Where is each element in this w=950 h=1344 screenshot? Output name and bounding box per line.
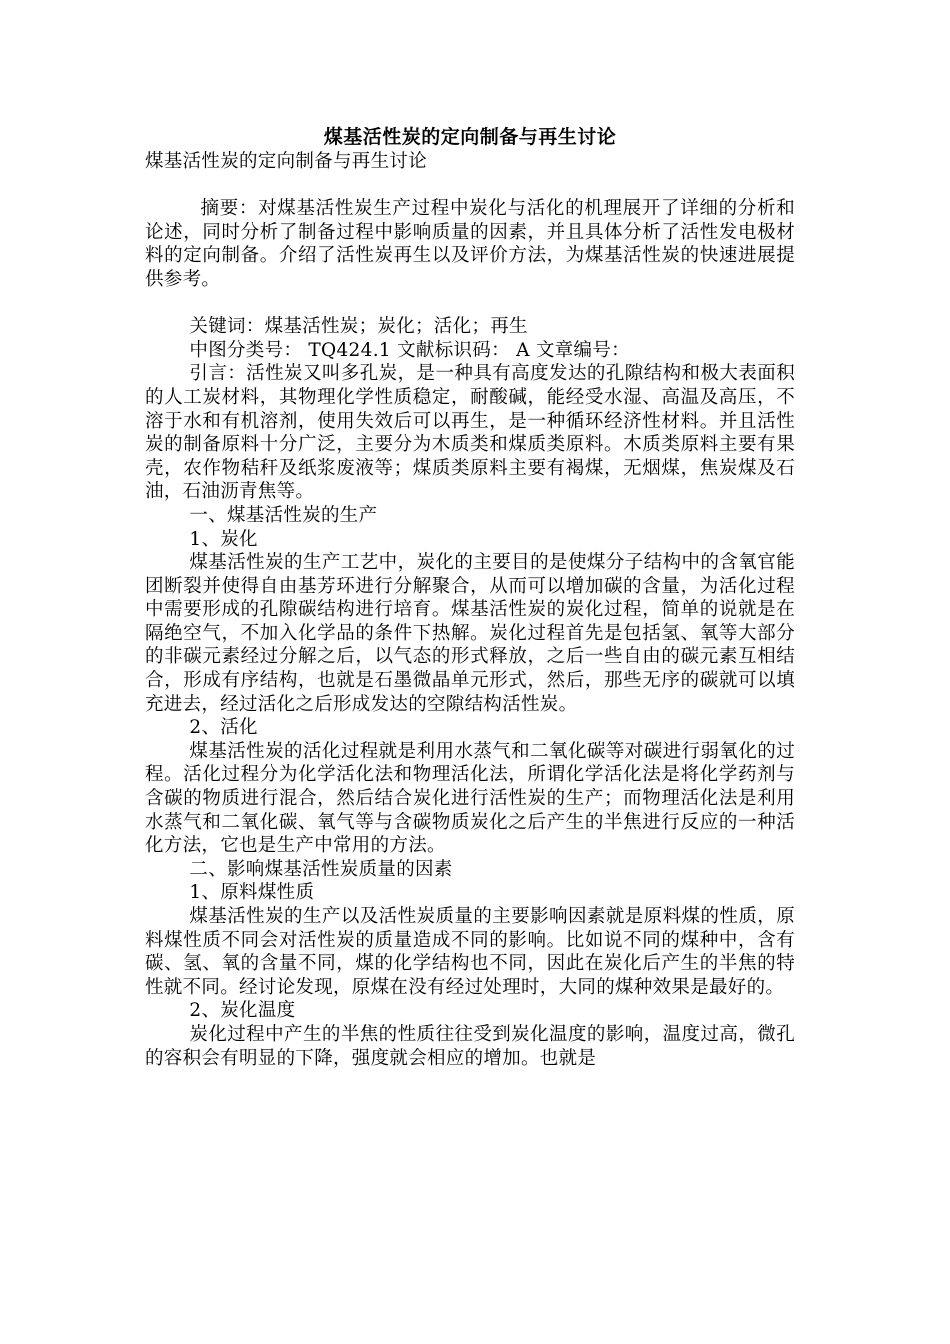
body-paragraph: 炭化过程中产生的半焦的性质往往受到炭化温度的影响，温度过高，微孔的容积会有明显的下降，强度就会相应的增加。也就是 — [145, 1023, 795, 1069]
document-body — [145, 150, 795, 1070]
body-paragraph: 煤基活性炭的生产工艺中，炭化的主要目的是使煤分子结构中的含氧官能团断裂并使得自由基芳环进行分解聚合，从而可以增加碳的含量，为活化过程中需要形成的孔隙碳结构进行培育。煤基活性炭的炭化过程，简单的说就是在隔绝空气，不加入化学品的条件下热解。炭化过程首先是包括氢、氧等大部分的非碳元素经过分解之后，以气态的形式释放，之后一些自由的碳元素互相结合，形成有序结构，也就是石墨微晶单元形式，然后，那些无序的碳就可以填充进去，经过活化之后形成发达的空隙结构活性炭。 — [145, 552, 795, 715]
intro-paragraph: 引言：活性炭又叫多孔炭，是一种具有高度发达的孔隙结构和极大表面积的人工炭材料，其物理化学性质稳定，耐酸碱，能经受水湿、高温及高压，不溶于水和有机溶剂，使用失效后可以再生，是一种循环经济性材料。并且活性炭的制备原料十分广泛，主要分为木质类和煤质类原料。木质类原料主要有果壳，农作物秸秆及纸浆废液等；煤质类原料主要有褐煤，无烟煤，焦炭煤及石油，石油沥青焦等。 — [145, 363, 795, 503]
subsection-heading: 1、炭化 — [189, 528, 258, 550]
subsection-heading: 2、炭化温度 — [189, 1000, 296, 1022]
classification-line: 中图分类号： TQ424.1 文献标识码： A 文章编号： — [189, 339, 630, 361]
document-title: 煤基活性炭的定向制备与再生讨论 — [323, 126, 617, 148]
section-heading: 二、影响煤基活性炭质量的因素 — [189, 858, 453, 880]
subsection-heading: 2、活化 — [189, 717, 258, 739]
section-heading: 一、煤基活性炭的生产 — [189, 504, 378, 526]
abstract-paragraph: 摘要：对煤基活性炭生产过程中炭化与活化的机理展开了详细的分析和论述，同时分析了制备过程中影响质量的因素，并且具体分析了活性发电极材料的定向制备。介绍了活性炭再生以及评价方法，为煤基活性炭的快速进展提供参考。 — [145, 198, 795, 290]
document-subtitle: 煤基活性炭的定向制备与再生讨论 — [145, 151, 428, 172]
keywords-line: 关键词：煤基活性炭；炭化；活化；再生 — [189, 316, 528, 338]
subsection-heading: 1、原料煤性质 — [189, 882, 315, 904]
body-paragraph: 煤基活性炭的生产以及活性炭质量的主要影响因素就是原料煤的性质，原料煤性质不同会对活性炭的质量造成不同的影响。比如说不同的煤种中，含有碳、氢、氧的含量不同，煤的化学结构也不同，因此在炭化后产生的半焦的特性就不同。经讨论发现，原煤在没有经过处理时，大同的煤种效果是最好的。 — [145, 906, 795, 998]
body-paragraph: 煤基活性炭的活化过程就是利用水蒸气和二氧化碳等对碳进行弱氧化的过程。活化过程分为化学活化法和物理活化法，所谓化学活化法是将化学药剂与含碳的物质进行混合，然后结合炭化进行活性炭的生产；而物理活化法是利用水蒸气和二氧化碳、氧气等与含碳物质炭化之后产生的半焦进行反应的一种活化方法，它也是生产中常用的方法。 — [145, 740, 795, 857]
